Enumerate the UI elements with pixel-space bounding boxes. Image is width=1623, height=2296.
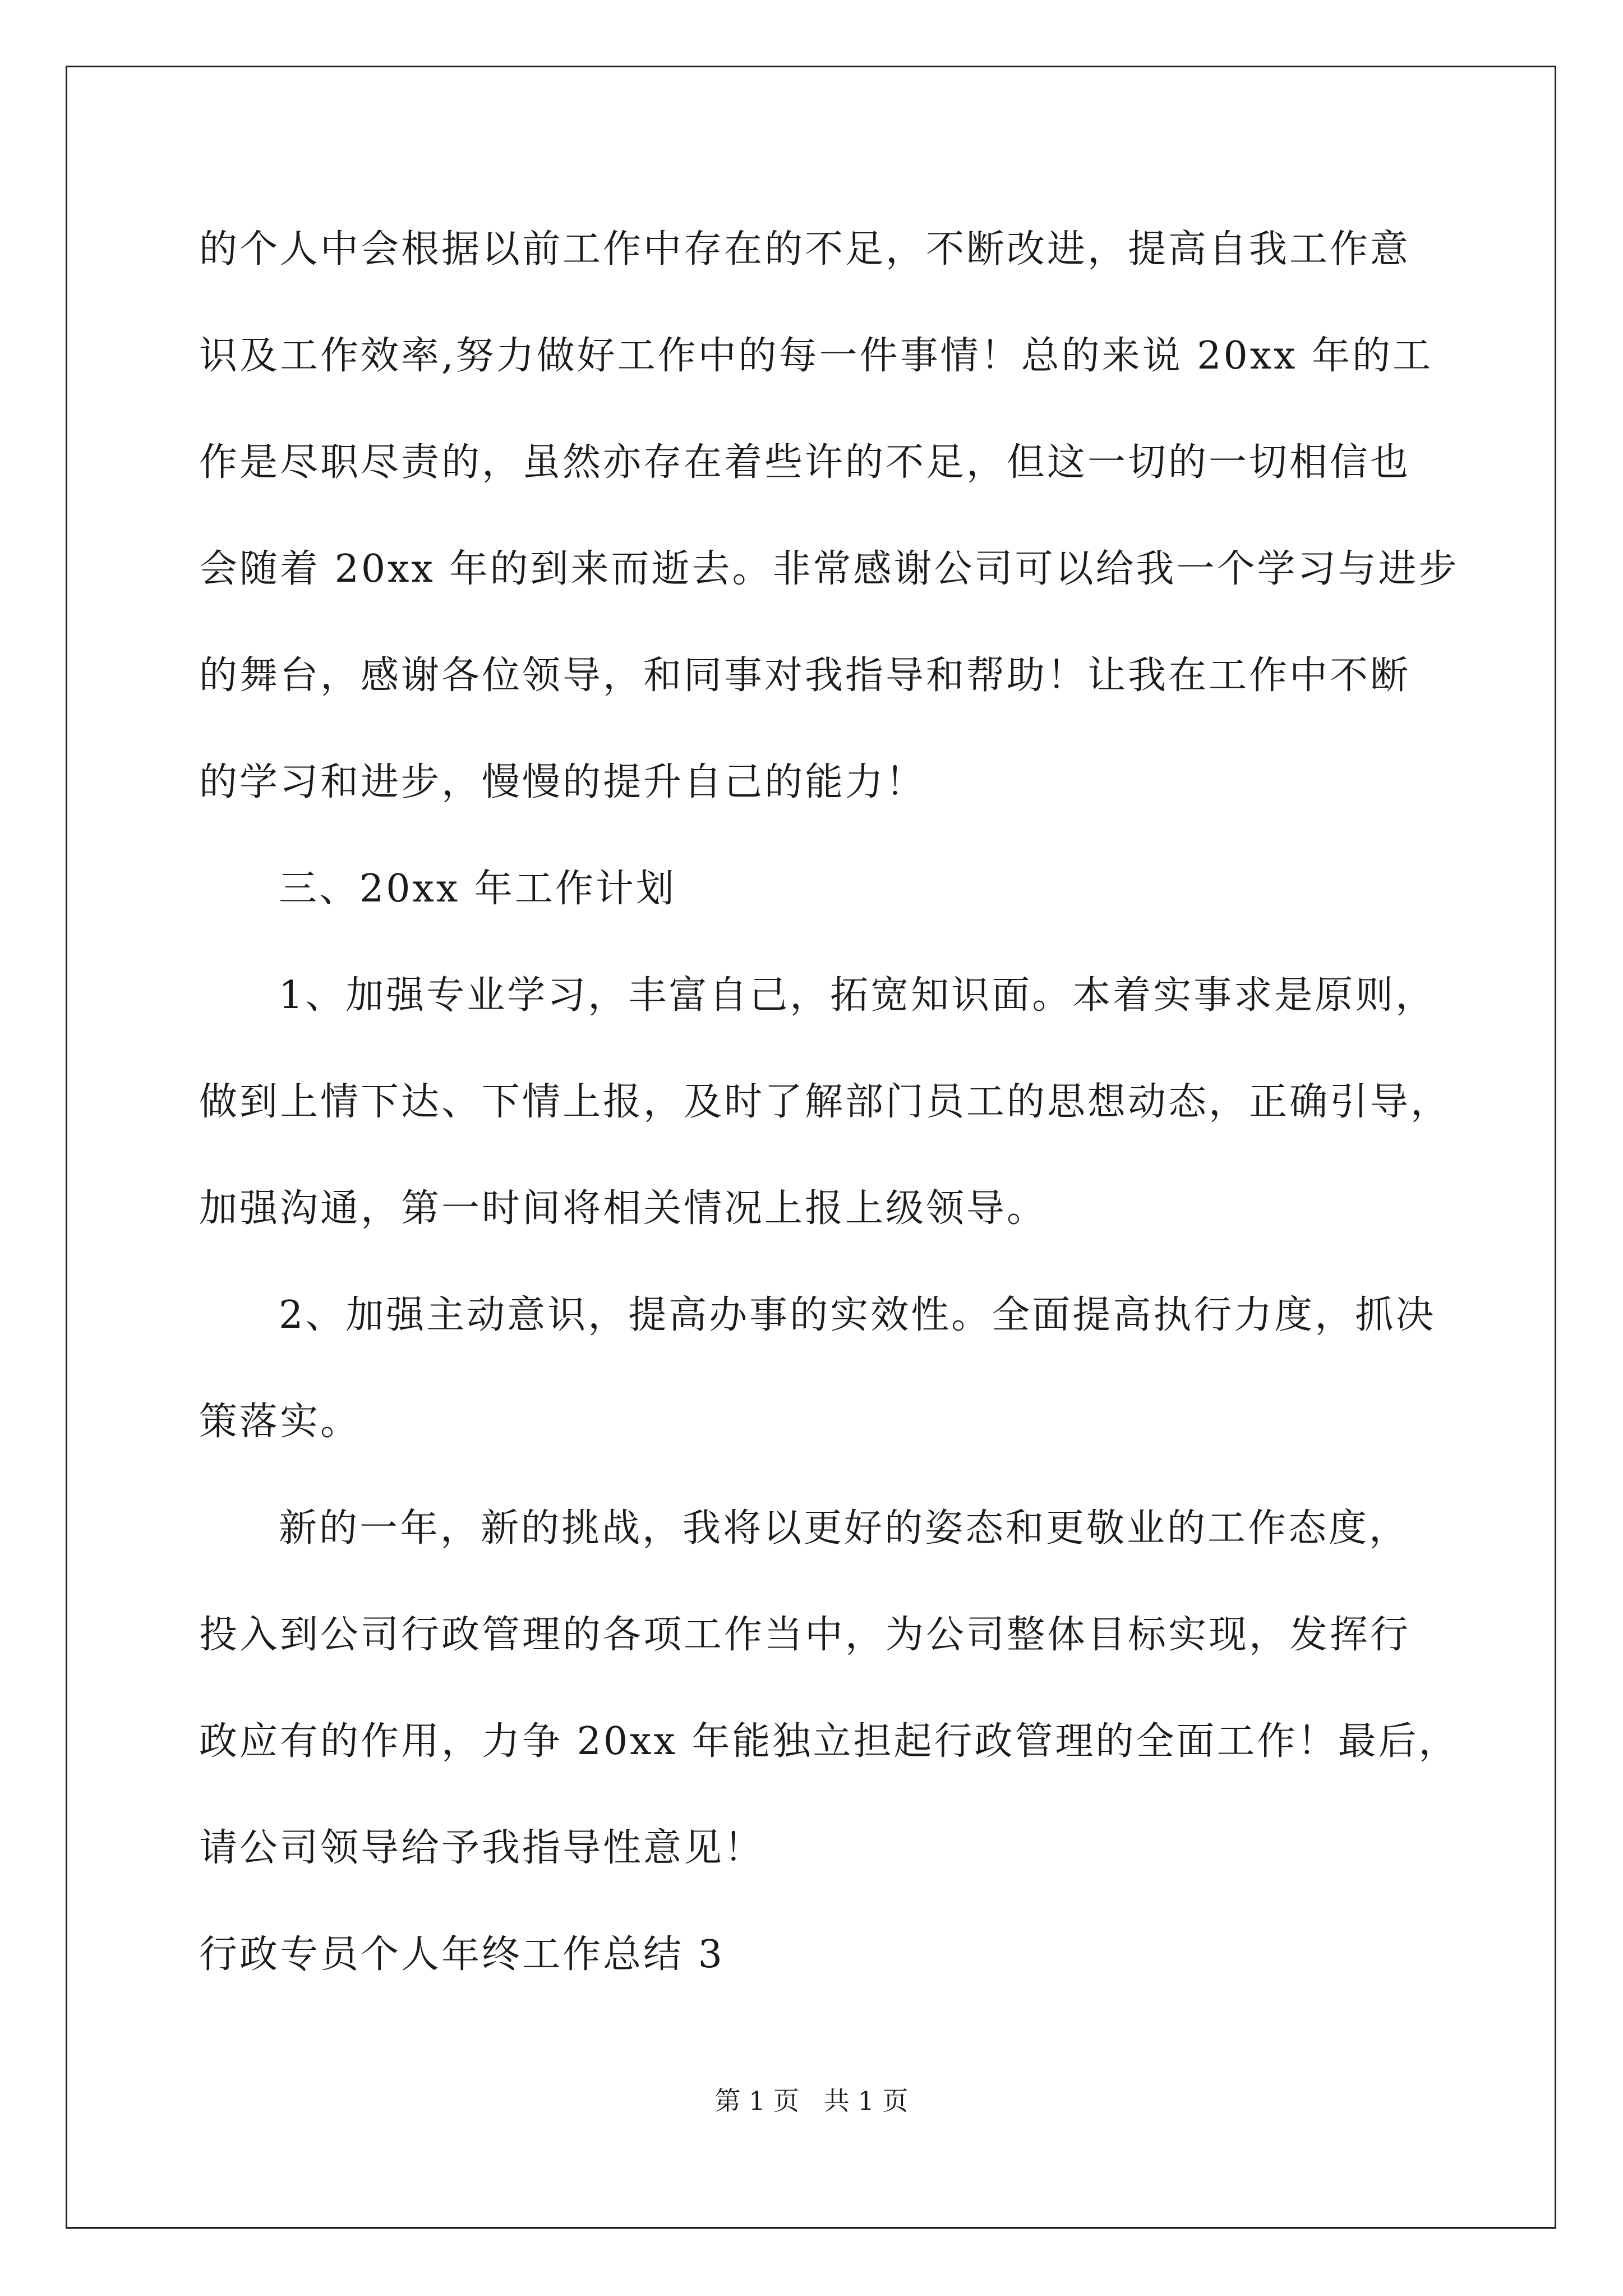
page-number-footer: 第 1 页 共 1 页 (714, 2086, 909, 2116)
body-text-line: 的个人中会根据以前工作中存在的不足，不断改进，提高自我工作意 (199, 227, 1411, 272)
body-text-line: 政应有的作用，力争 20xx 年能独立担起行政管理的全面工作！最后， (199, 1719, 1459, 1764)
body-text-line: 的舞台，感谢各位领导，和同事对我指导和帮助！让我在工作中不断 (199, 654, 1411, 698)
body-text-line: 识及工作效率,努力做好工作中的每一件事情！总的来说 20xx 年的工 (199, 334, 1433, 378)
body-text-line: 的学习和进步，慢慢的提升自己的能力！ (199, 760, 926, 804)
body-text-line: 会随着 20xx 年的到来而逝去。非常感谢公司可以给我一个学习与进步 (199, 547, 1459, 591)
section-heading: 三、20xx 年工作计划 (279, 867, 676, 911)
body-text-line: 1、加强专业学习，丰富自己，拓宽知识面。本着实事求是原则， (279, 973, 1436, 1018)
body-text-line: 请公司领导给予我指导性意见！ (199, 1826, 765, 1870)
article-title: 行政专员个人年终工作总结 3 (199, 1932, 725, 1977)
body-text-line: 新的一年，新的挑战，我将以更好的姿态和更敬业的工作态度， (279, 1506, 1410, 1550)
body-text-line: 策落实。 (199, 1400, 361, 1444)
body-text-line: 作是尽职尽责的，虽然亦存在着些许的不足，但这一切的一切相信也 (199, 440, 1411, 485)
body-text-line: 做到上情下达、下情上报，及时了解部门员工的思想动态，正确引导， (199, 1080, 1451, 1124)
page-border (66, 66, 1556, 2229)
body-text-line: 加强沟通，第一时间将相关情况上报上级领导。 (199, 1186, 1048, 1231)
body-text-line: 2、加强主动意识，提高办事的实效性。全面提高执行力度，抓决 (279, 1293, 1436, 1337)
body-text-line: 投入到公司行政管理的各项工作当中，为公司整体目标实现，发挥行 (199, 1613, 1411, 1657)
